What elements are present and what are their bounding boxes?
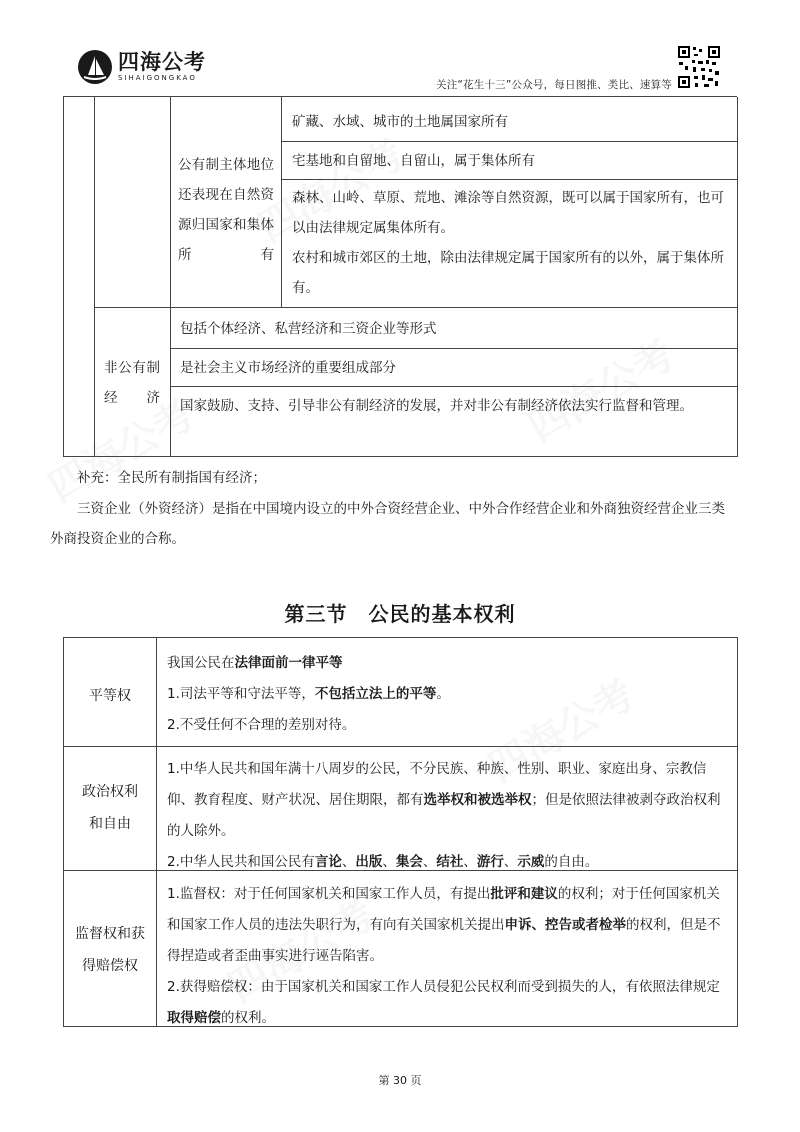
public-item: 宅基地和自留地、自留山，属于集体所有 bbox=[292, 153, 535, 169]
qr-code-icon[interactable] bbox=[677, 45, 721, 89]
logo-title: 四海公考 bbox=[118, 50, 206, 74]
logo-subtitle: SIHAIGONGKAO bbox=[118, 74, 197, 82]
header-notice: 关注“花生十三”公众号，每日图推、类比、速算等 bbox=[436, 79, 672, 91]
row-divider bbox=[170, 348, 737, 349]
row-divider bbox=[64, 746, 737, 747]
row-label-supervision: 监督权和获 得赔偿权 bbox=[75, 926, 145, 974]
sail-logo-icon bbox=[78, 50, 112, 84]
section-title: 第三节 公民的基本权利 bbox=[284, 602, 516, 626]
supplement-paragraph: 三资企业（外资经济）是指在中国境内设立的中外合资经营企业、中外合作经营企业和外商独资经营企业三类外商投资企业的合称。 bbox=[50, 501, 725, 547]
non-public-item: 包括个体经济、私营经济和三资企业等形式 bbox=[180, 321, 437, 337]
row-divider bbox=[94, 307, 737, 308]
col-divider bbox=[94, 97, 95, 456]
page-header bbox=[0, 0, 800, 100]
non-public-item: 是社会主义市场经济的重要组成部分 bbox=[180, 360, 396, 376]
equality-content: 我国公民在法律面前一律平等 1.司法平等和守法平等，不包括立法上的平等。 2.不受任何不合理的差别对待。 bbox=[167, 655, 450, 733]
row-divider bbox=[281, 141, 737, 142]
public-item: 森林、山岭、草原、荒地、滩涂等自然资源，既可以属于国家所有，也可以由法律规定属集体所有。 bbox=[292, 190, 724, 236]
row-label-political-rights: 政治权利 和自由 bbox=[82, 784, 138, 832]
col-divider bbox=[170, 97, 171, 456]
col-divider bbox=[281, 97, 282, 307]
non-public-ownership-label: 非公有制经济 bbox=[104, 360, 160, 406]
logo bbox=[78, 50, 206, 84]
ownership-table bbox=[63, 97, 738, 457]
public-item: 农村和城市郊区的土地，除由法律规定属于国家所有的以外，属于集体所有。 bbox=[292, 250, 724, 296]
row-divider bbox=[281, 179, 737, 180]
row-divider bbox=[170, 386, 737, 387]
political-rights-content: 1.中华人民共和国年满十八周岁的公民，不分民族、种族、性别、职业、家庭出身、宗教信仰、教育程度、财产状况、居住期限，都有选举权和被选举权；但是依照法律被剥夺政治权利的人除外。 2.中华人民共和国公民有言论、出版、集会、结社、游行、示威的自由。 bbox=[167, 761, 721, 870]
non-public-item: 国家鼓励、支持、引导非公有制经济的发展，并对非公有制经济依法实行监督和管理。 bbox=[180, 398, 693, 414]
row-label-equality: 平等权 bbox=[89, 688, 131, 704]
public-item: 矿藏、水域、城市的土地属国家所有 bbox=[292, 114, 508, 130]
rights-table bbox=[63, 637, 738, 1027]
supervision-content: 1.监督权：对于任何国家机关和国家工作人员，有提出批评和建议的权利；对于任何国家机关和国家工作人员的违法失职行为，有向有关国家机关提出申诉、控告或者检举的权利，但是不得捏造或者歪曲事实进行诬告陷害。 2.获得赔偿权：由于国家机关和国家工作人员侵犯公民权利而受到损失的人，有依照法律规定取得赔偿的权利。 bbox=[167, 886, 721, 1026]
supplement-line: 补充：全民所有制指国有经济； bbox=[77, 470, 266, 486]
public-ownership-label: 公有制主体地位还表现在自然资源归国家和集体所有 bbox=[178, 157, 274, 263]
page-number: 第 30 页 bbox=[378, 1074, 422, 1087]
col-divider bbox=[156, 638, 157, 1026]
